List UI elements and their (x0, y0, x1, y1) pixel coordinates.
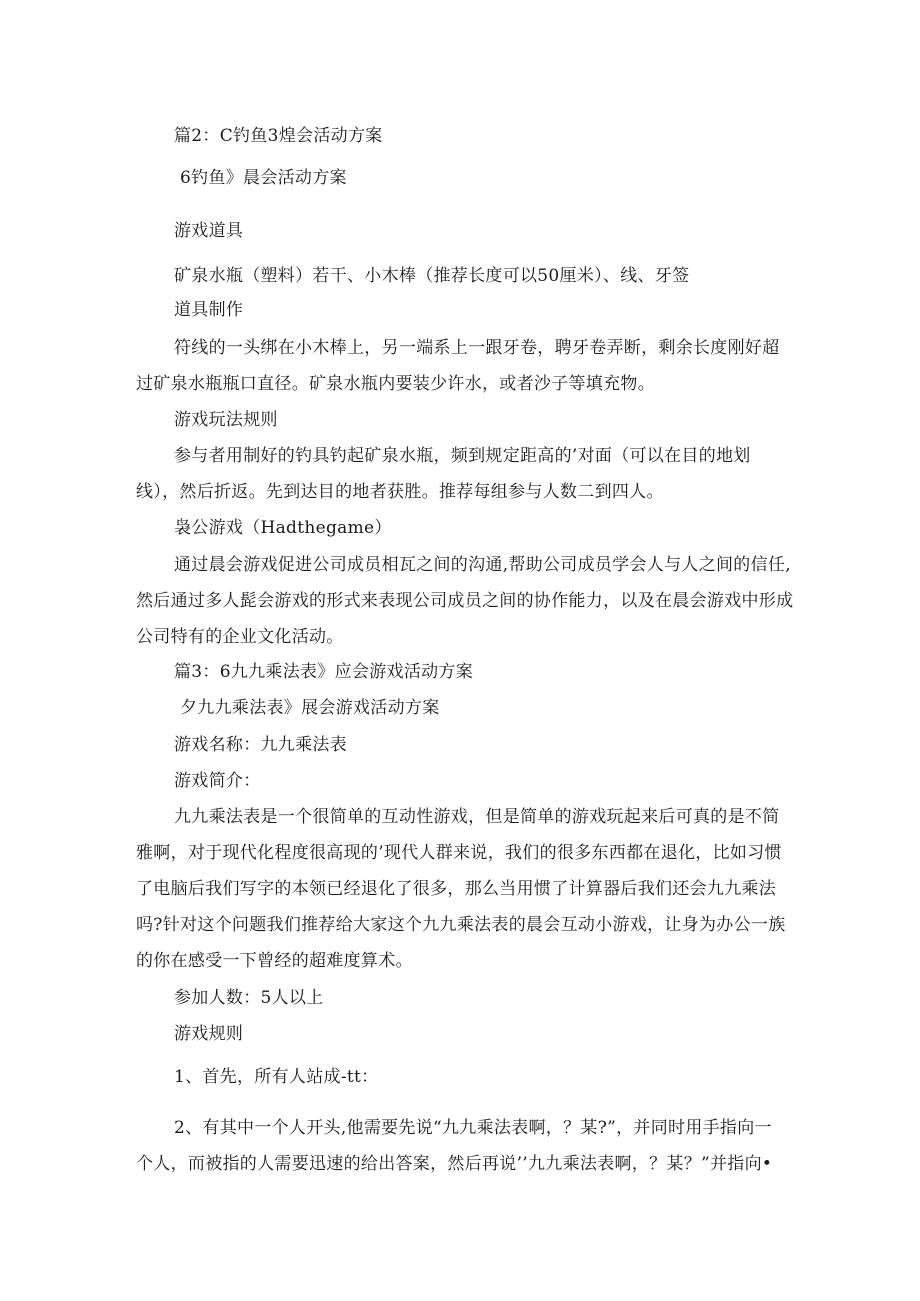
subheading-prop-making: 道具制作 (174, 300, 244, 320)
game-name: 游戏名称：九九乘法表 (174, 735, 347, 755)
paragraph-line: 雅啊，对于现代化程度很高现的’现代人群来说，我们的很多东西都在退化，比如习惯 (136, 843, 782, 863)
paragraph-line: 了电脑后我们写字的本领已经退化了很多，那么当用惯了计算器后我们还会九九乘法 (136, 879, 777, 899)
paragraph-line: 九九乘法表是一个很简单的互动性游戏，但是简单的游戏玩起来后可真的是不简 (174, 807, 780, 827)
paragraph-line: 个人，而被指的人需要迅速的给出答案，然后再说’’九九乘法表啊，？某？”并指向• (136, 1154, 773, 1174)
subheading-rules: 游戏玩法规则 (174, 410, 278, 430)
paragraph-line: 然后通过多人髭会游戏的形式来表现公司成员之间的协作能力，以及在晨会游戏中形成 (136, 591, 794, 611)
subheading-game: 袅公游戏（Hadthegame） (174, 518, 392, 538)
subheading-intro: 游戏简介： (174, 771, 261, 791)
paragraph-line: 矿泉水瓶（塑料）若干、小木棒（推荐长度可以50厘米）、线、牙签 (174, 266, 690, 286)
paragraph-line: 的你在感受一下曾经的超难度算术。 (136, 951, 413, 971)
subheading-props: 游戏道具 (174, 221, 244, 241)
rule-item-2: 2、有其中一个人开头,他需要先说“九九乘法表啊，？某?”，并同时用手指向一 (174, 1118, 772, 1138)
section-heading-2: 篇2：C钓鱼3煌会活动方案 (174, 126, 383, 146)
paragraph-line: 符线的一头绑在小木棒上，另一端系上一跟牙卷，聘牙卷弄断，剩余长度刚好超 (174, 338, 780, 358)
activity-title-fishing: 6钓鱼》晨会活动方案 (180, 168, 347, 188)
paragraph-line: 过矿泉水瓶瓶口直径。矿泉水瓶内要装少许水，或者沙子等填充物。 (136, 374, 655, 394)
paragraph-line: 公司特有的企业文化活动。 (136, 627, 344, 647)
paragraph-line: 参与者用制好的钓具钓起矿泉水瓶，频到规定距高的’对面（可以在目的地划 (174, 446, 751, 466)
rule-item-1: 1、首先，所有人站成-tt： (174, 1067, 379, 1087)
activity-title-multiplication: 夕九九乘法表》展会游戏活动方案 (180, 698, 440, 718)
paragraph-line: 吗?针对这个问题我们推荐给大家这个九九乘法表的晨会互动小游戏，让身为办公一族 (136, 915, 786, 935)
paragraph-line: 通过晨会游戏促进公司成员相瓦之间的沟通,帮助公司成员学会人与人之间的信任, (174, 555, 791, 575)
subheading-game-rules: 游戏规则 (174, 1024, 244, 1044)
paragraph-line: 线），然后折返。先到达目的地者获胜。推荐每组参与人数二到四人。 (136, 482, 664, 502)
section-heading-3: 篇3：6九九乘法表》应会游戏活动方案 (174, 662, 474, 682)
participant-count: 参加人数：5人以上 (174, 988, 324, 1008)
